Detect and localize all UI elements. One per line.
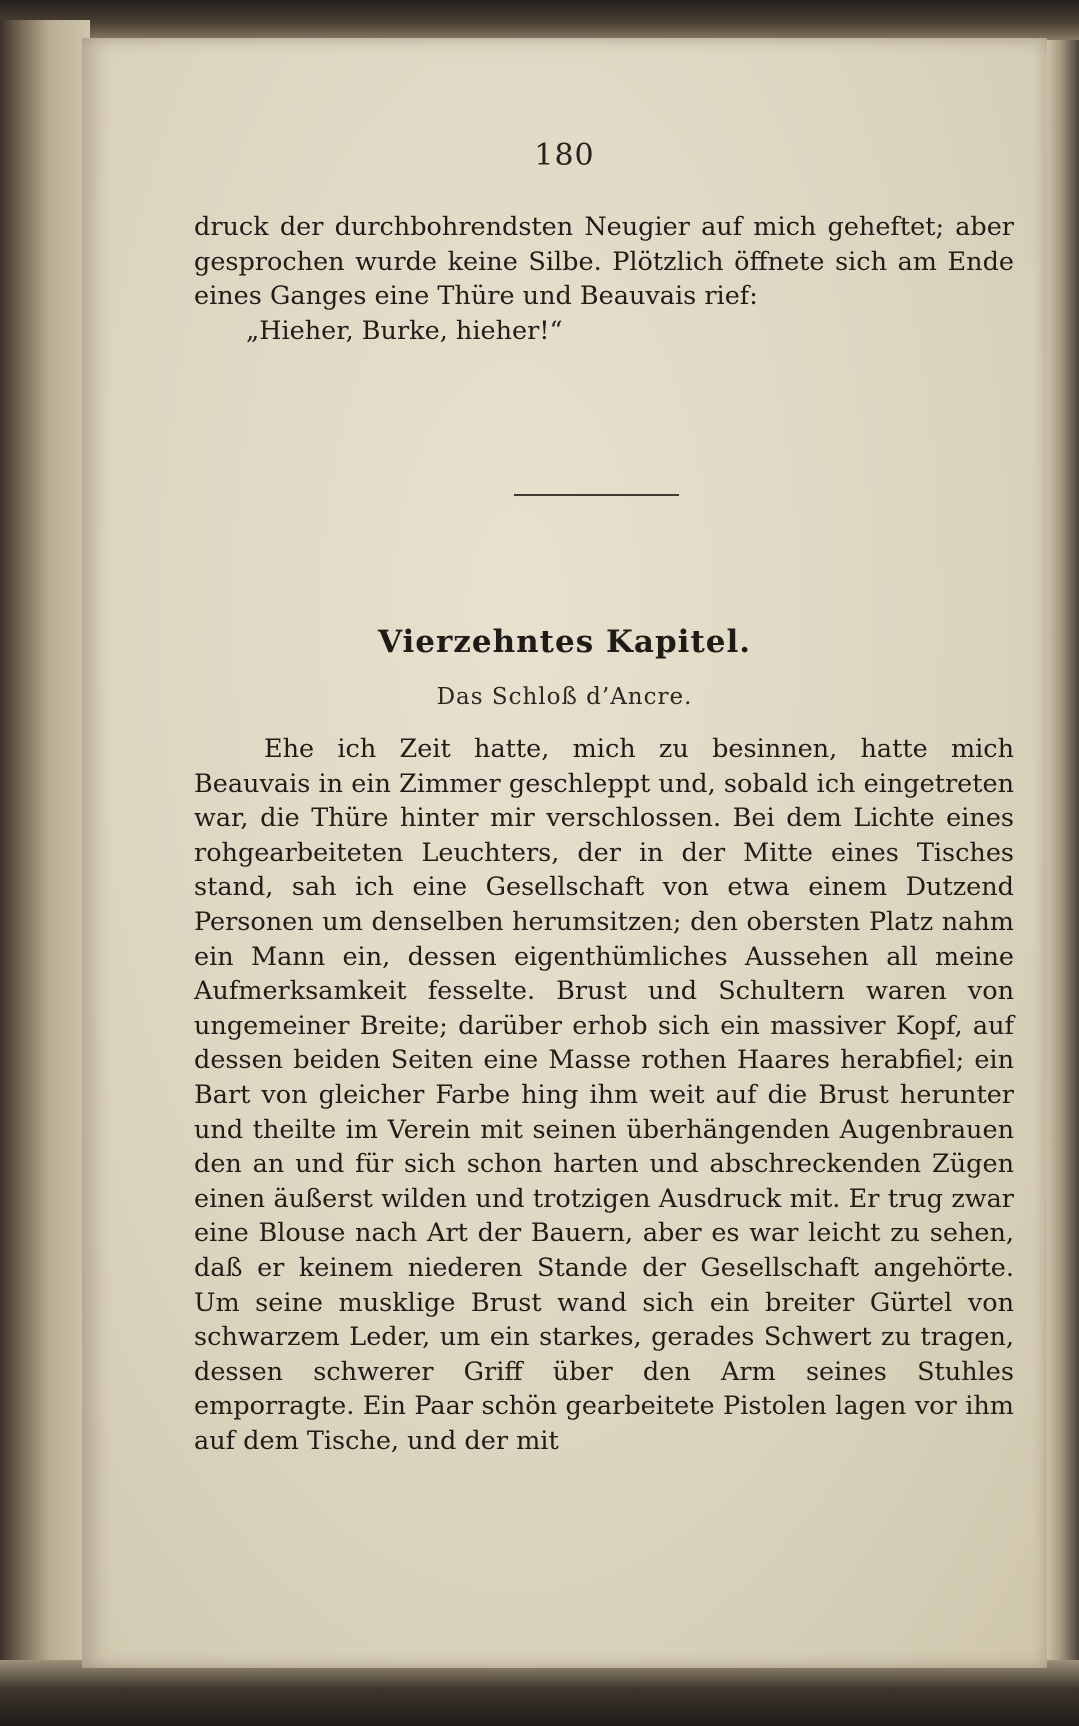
page-number: 180 <box>534 138 595 173</box>
book-bottom-edge <box>0 1660 1079 1726</box>
book-right-edge <box>1045 40 1079 1700</box>
chapter-subtitle: Das Schloß d’Ancre. <box>436 684 693 710</box>
section-divider <box>514 494 679 496</box>
quote-line: „Hieher, Burke, hieher!“ <box>246 315 563 346</box>
top-paragraph-block <box>194 210 1014 348</box>
body-paragraph: Ehe ich Zeit hatte, mich zu besinnen, hatte mich Beauvais in ein Zimmer geschleppt und, sobald ich eingetreten war, die Thüre hinter mir verschlossen. Bei dem Lichte eines rohgearbeiteten Leuchters, der in der Mitte eines Tisches stand, sah ich eine Gesellschaft von etwa einem Dutzend Personen um denselben herumsitzen; den obersten Platz nahm ein Mann ein, dessen eigenthümliches Aussehen all meine Aufmerksamkeit fesselte. Brust und Schultern waren von ungemeiner Breite; darüber erhob sich ein massiver Kopf, auf dessen beiden Seiten eine Masse rothen Haares herabfiel; ein Bart von gleicher Farbe hing ihm weit auf die Brust herunter und theilte im Verein mit seinen überhängenden Augenbrauen den an und für sich schon harten und abschreckenden Zügen einen äußerst wilden und trotzigen Ausdruck mit. Er trug zwar eine Blouse nach Art der Bauern, aber es war leicht zu sehen, daß er keinem niederen Stande der Gesellschaft angehörte. Um seine musklige Brust wand sich ein breiter Gürtel von schwarzem Leder, um ein starkes, gerades Schwert zu tragen, dessen schwerer Griff über den Arm seines Stuhles emporragte. Ein Paar schön gearbeitete Pistolen lagen vor ihm auf dem Tische, und der mit <box>194 734 1014 1456</box>
book-top-edge <box>0 0 1079 42</box>
book-left-edge <box>0 20 90 1700</box>
book-page <box>82 38 1047 1668</box>
top-paragraph: druck der durchbohrendsten Neugier auf mich geheftet; aber gesprochen wurde keine Silbe. Plötzlich öffnete sich am Ende eines Ganges eine Thüre und Beauvais rief: <box>194 212 1014 312</box>
chapter-title: Vierzehntes Kapitel. <box>377 624 752 660</box>
